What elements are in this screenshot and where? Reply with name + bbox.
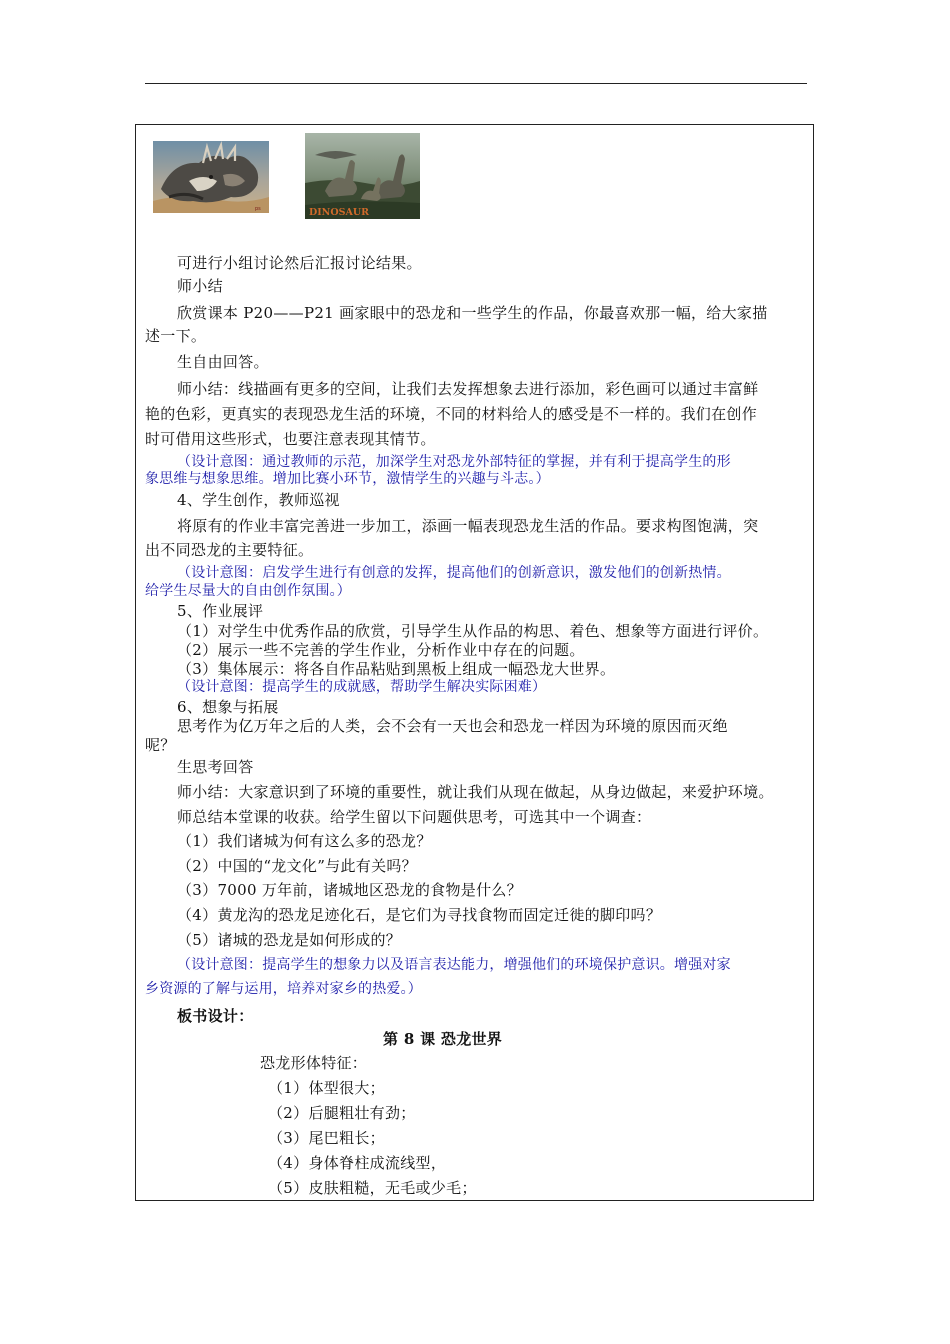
text-line: （1）对学生中优秀作品的欣赏，引导学生从作品的构思、着色、想象等方面进行评价。 <box>177 622 769 640</box>
board-title: 第 8 课 恐龙世界 <box>383 1030 503 1048</box>
text-line: 出不同恐龙的主要特征。 <box>145 541 314 559</box>
board-subtitle: 恐龙形体特征： <box>260 1054 368 1072</box>
dinosaur-photo-image <box>153 141 269 213</box>
question-item: （4）黄龙沟的恐龙足迹化石，是它们为寻找食物而固定迁徙的脚印吗？ <box>177 906 662 924</box>
question-item: （2）中国的“龙文化”与此有关吗？ <box>177 857 417 875</box>
text-line: 生思考回答 <box>177 758 254 776</box>
section-heading: 4、学生创作，教师巡视 <box>177 491 340 509</box>
question-item: （5）诸城的恐龙是如何形成的？ <box>177 931 402 949</box>
text-line: 将原有的作业丰富完善进一步加工，添画一幅表现恐龙生活的作品。要求构图饱满，突 <box>177 517 759 535</box>
section-heading: 6、想象与拓展 <box>177 698 279 716</box>
text-line: 述一下。 <box>145 327 207 345</box>
text-line: 生自由回答。 <box>177 353 269 371</box>
text-line: 师小结：大家意识到了环境的重要性，就让我们从现在做起，从身边做起，来爱护环境。 <box>177 783 774 801</box>
text-line: 呢？ <box>145 736 176 754</box>
text-line: 艳的色彩，更真实的表现恐龙生活的环境，不同的材料给人的感受是不一样的。我们在创作 <box>145 405 758 423</box>
text-line: 师总结本堂课的收获。给学生留以下问题供思考，可选其中一个调查： <box>177 808 652 826</box>
design-intent-note: 象思维与想象思维。增加比赛小环节，激情学生的兴趣与斗志。） <box>145 471 550 487</box>
text-line: 欣赏课本 P20——P21 画家眼中的恐龙和一些学生的作品，你最喜欢那一幅，给大家描 <box>177 304 768 322</box>
question-item: （3）7000 万年前，诸城地区恐龙的食物是什么？ <box>177 881 522 899</box>
text-line: 思考作为亿万年之后的人类，会不会有一天也会和恐龙一样因为环境的原因而灭绝 <box>177 717 728 735</box>
section-heading: 5、作业展评 <box>177 602 264 620</box>
design-intent-note: 乡资源的了解与运用，培养对家乡的热爱。） <box>145 981 422 997</box>
board-item: （3）尾巴粗长； <box>268 1129 385 1147</box>
header-rule <box>145 83 807 84</box>
board-design-label: 板书设计： <box>177 1007 254 1025</box>
board-item: （5）皮肤粗糙，无毛或少毛； <box>268 1179 477 1197</box>
text-line: 可进行小组讨论然后汇报讨论结果。 <box>177 254 422 272</box>
board-item: （4）身体脊柱成流线型， <box>268 1154 447 1172</box>
design-intent-note: 给学生尽量大的自由创作氛围。） <box>145 583 351 599</box>
text-line: 时可借用这些形式，也要注意表现其情节。 <box>145 430 436 448</box>
design-intent-note: （设计意图：提高学生的成就感，帮助学生解决实际困难） <box>177 679 547 695</box>
dinosaur-title-text: DINOSAUR <box>309 207 370 218</box>
question-item: （1）我们诸城为何有这么多的恐龙？ <box>177 832 432 850</box>
design-intent-note: （设计意图：通过教师的示范，加深学生对恐龙外部特征的掌握，并有利于提高学生的形 <box>177 454 731 470</box>
text-line: （2）展示一些不完善的学生作业，分析作业中存在的问题。 <box>177 641 585 659</box>
svg-text:ps: ps <box>255 206 261 212</box>
design-intent-note: （设计意图：提高学生的想象力以及语言表达能力，增强他们的环境保护意识。增强对家 <box>177 957 731 973</box>
text-line: （3）集体展示：将各自作品粘贴到黑板上组成一幅恐龙大世界。 <box>177 660 616 678</box>
text-line: 师小结：线描画有更多的空间，让我们去发挥想象去进行添加，彩色画可以通过丰富鲜 <box>177 380 759 398</box>
board-item: （2）后腿粗壮有劲； <box>268 1104 416 1122</box>
board-item: （1）体型很大； <box>268 1079 385 1097</box>
dinosaur-movie-image <box>305 133 420 219</box>
design-intent-note: （设计意图：启发学生进行有创意的发挥，提高他们的创新意识，激发他们的创新热情。 <box>177 565 731 581</box>
text-line: 师小结 <box>177 277 223 295</box>
